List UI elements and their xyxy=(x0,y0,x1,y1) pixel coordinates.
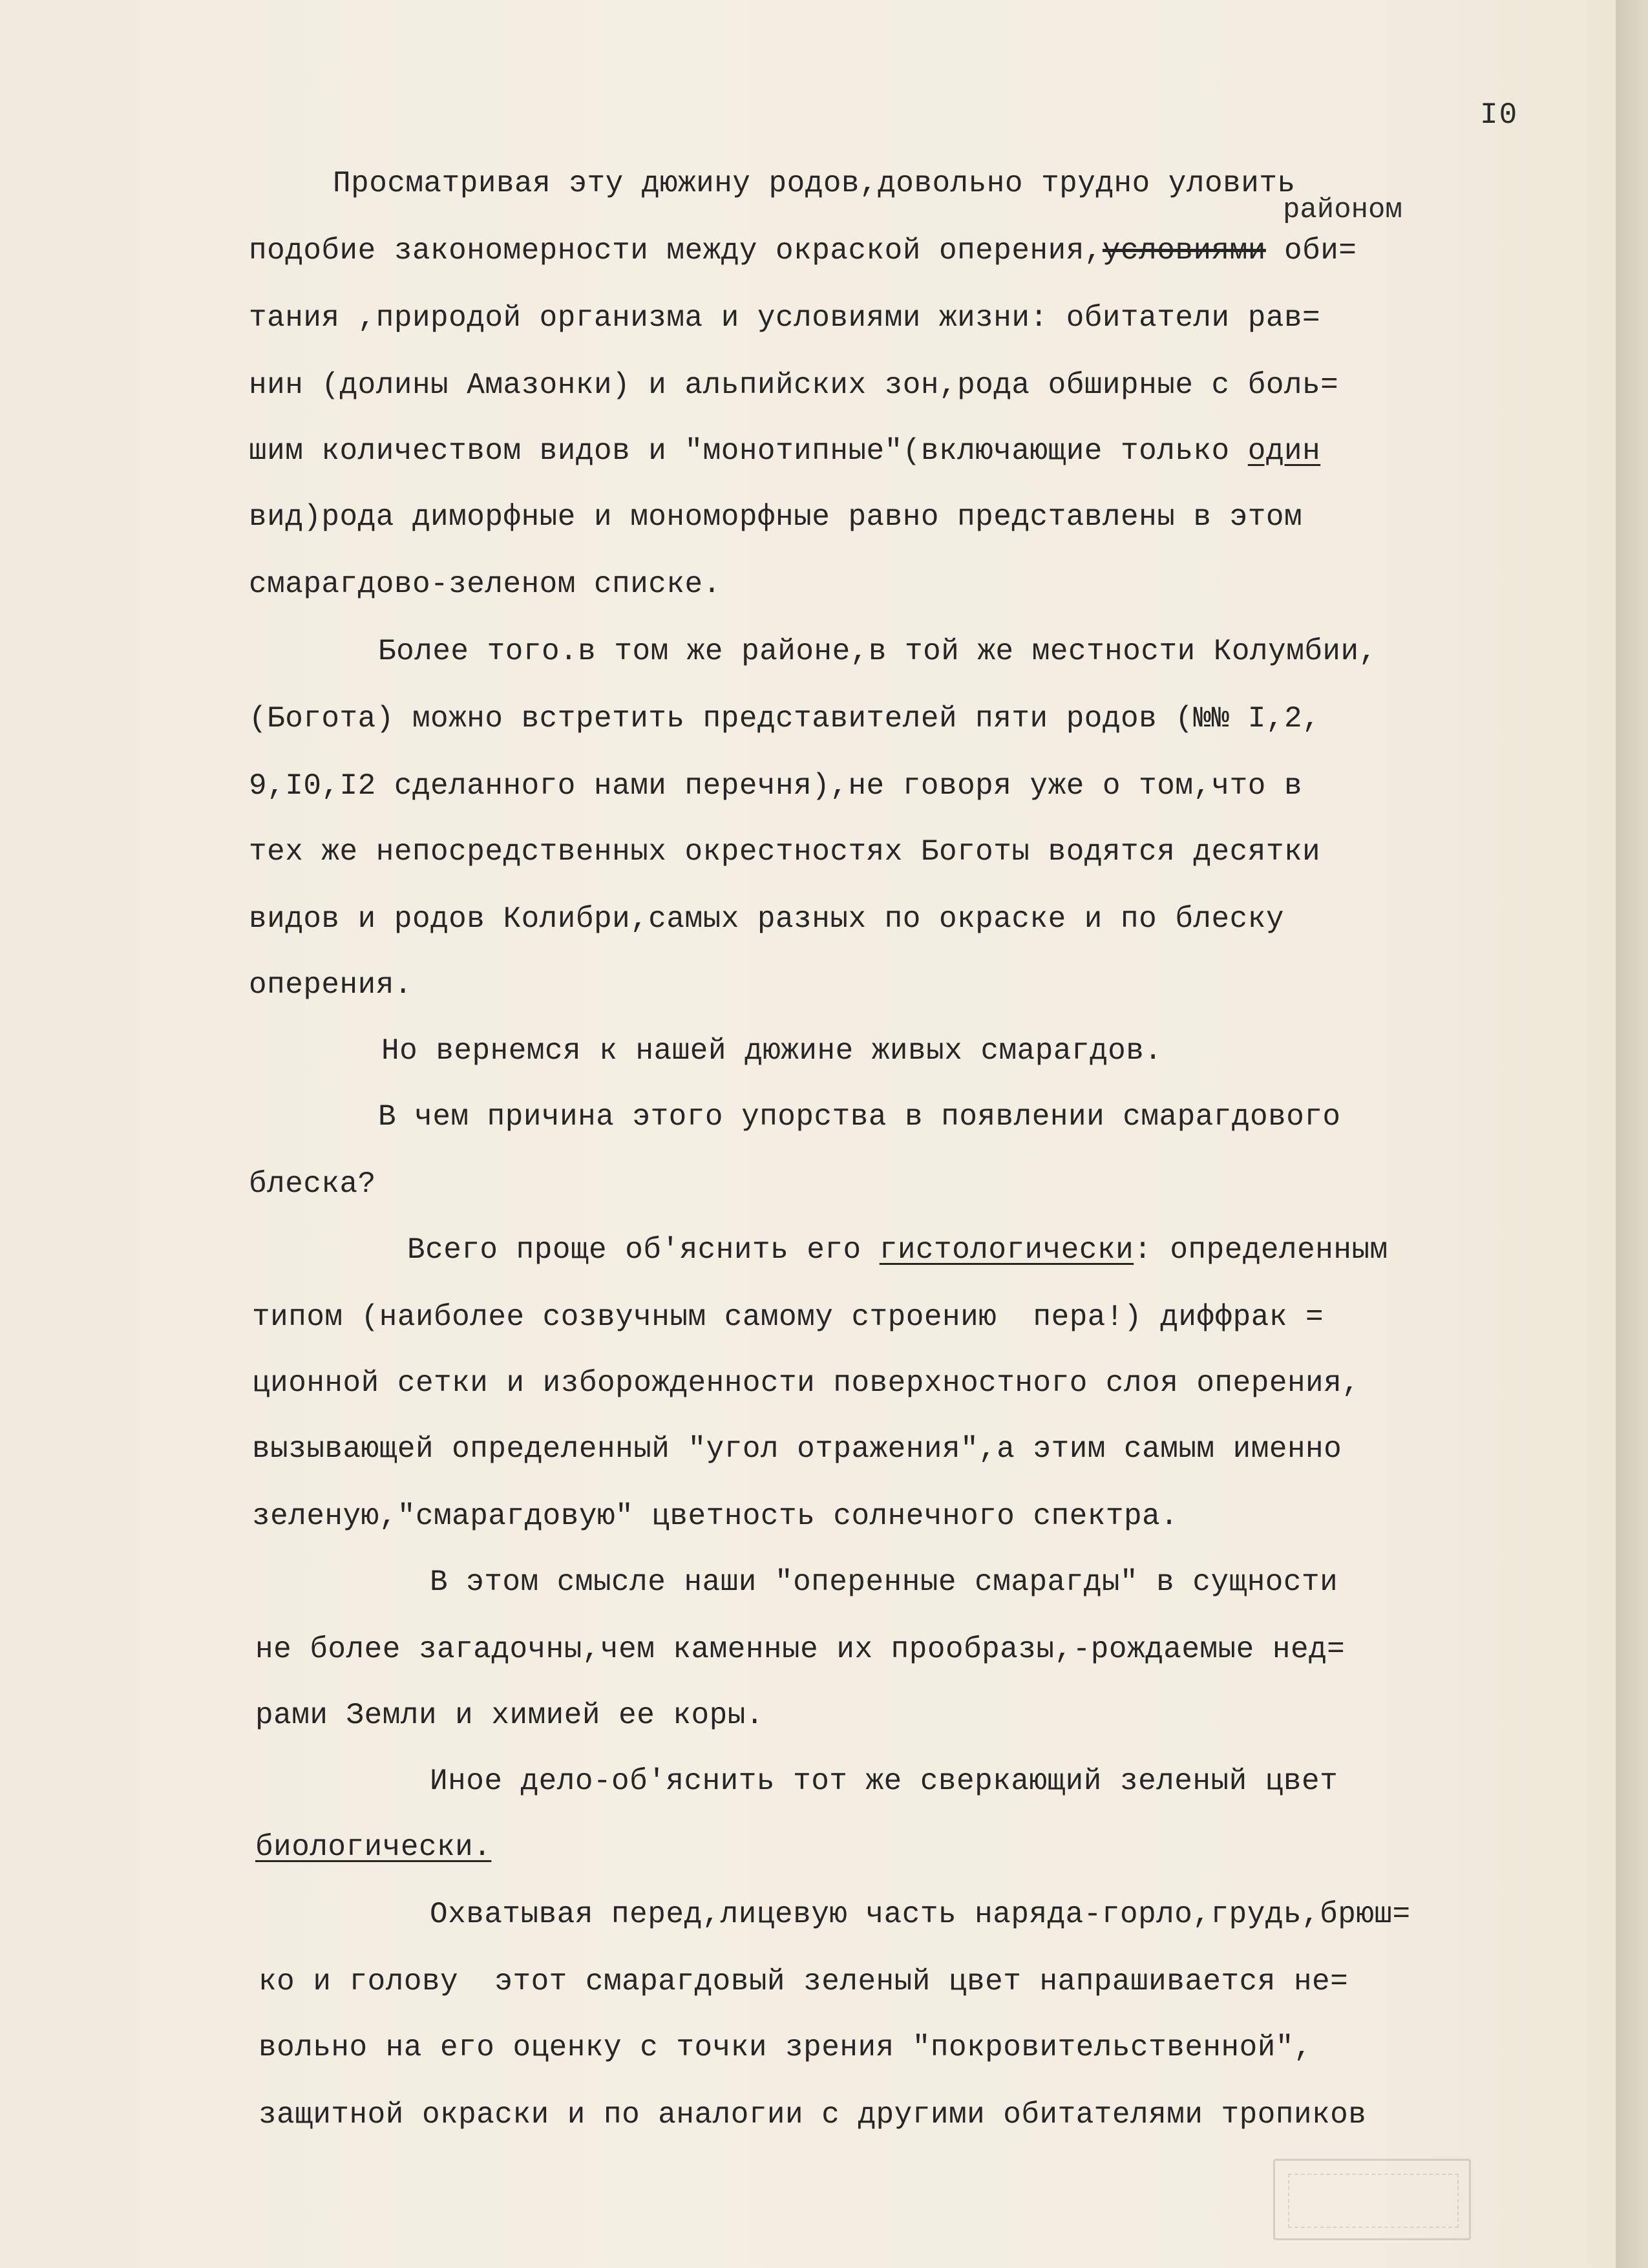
text-line-20: вызывающей определенный "угол отражения",а этим самым именно xyxy=(252,1432,1342,1466)
text-line-15: В чем причина этого упорства в появлении смарагдового xyxy=(378,1100,1341,1134)
text-line-24: рами Земли и химией ее коры. xyxy=(255,1699,764,1732)
text-segment: шим количеством видов и "монотипные"(включающие только xyxy=(249,434,1248,468)
text-line-18: типом (наиболее созвучным самому строению пера!) диффрак = xyxy=(252,1300,1324,1334)
text-line-29: вольно на его оценку с точки зрения "покровительственной", xyxy=(259,2031,1313,2064)
text-line-14: Но вернемся к нашей дюжине живых смарагдов. xyxy=(381,1034,1163,1068)
scanner-background xyxy=(1616,0,1648,2268)
text-line-27: Охватывая перед,лицевую часть наряда-горло,грудь,брюш= xyxy=(430,1898,1411,1931)
handwritten-insertion: районом xyxy=(1283,194,1402,226)
text-line-19: ционной сетки и изборожденности поверхностного слоя оперения, xyxy=(252,1366,1360,1400)
text-line-13: оперения. xyxy=(249,968,412,1002)
text-line-25: Иное дело-об'яснить тот же сверкающий зеленый цвет xyxy=(430,1765,1338,1798)
underlined-word: один xyxy=(1247,434,1321,468)
struck-word: условиями xyxy=(1102,234,1266,268)
text-line-3: тания ,природой организма и условиями жизни: обитатели рав= xyxy=(249,301,1321,335)
text-line-16: блеска? xyxy=(249,1167,376,1201)
text-line-10: 9,I0,I2 сделанного нами перечня),не говоря уже о том,что в xyxy=(249,769,1303,803)
text-line-23: не более загадочны,чем каменные их прообразы,-рождаемые нед= xyxy=(255,1633,1346,1666)
page-number: I0 xyxy=(1480,98,1519,132)
text-segment: подобие закономерности между окраской оперения, xyxy=(249,234,1103,268)
text-line-4: нин (долины Амазонки) и альпийских зон,рода обширные с боль= xyxy=(249,368,1339,402)
faint-stamp-inner xyxy=(1288,2174,1459,2228)
text-segment: Всего проще об'яснить его xyxy=(407,1233,880,1267)
text-line-6: вид)рода диморфные и мономорфные равно представлены в этом xyxy=(249,500,1303,534)
text-line-2 xyxy=(249,234,1357,268)
text-line-26 xyxy=(255,1830,491,1864)
text-line-28: ко и голову этот смарагдовый зеленый цвет напрашивается не= xyxy=(259,1965,1349,1998)
text-line-12: видов и родов Колибри,самых разных по окраске и по блеску xyxy=(249,902,1284,936)
text-line-5 xyxy=(249,434,1320,468)
text-line-22: В этом смысле наши "оперенные смарагды" в сущности xyxy=(430,1565,1338,1599)
text-segment: оби= xyxy=(1265,234,1357,268)
text-line-8: Более того.в том же районе,в той же местности Колумбии, xyxy=(378,635,1377,668)
underlined-word: биологически. xyxy=(255,1830,492,1864)
faint-stamp-mark xyxy=(1273,2159,1471,2240)
underlined-word: гистологически xyxy=(879,1233,1134,1267)
text-line-7: смарагдово-зеленом списке. xyxy=(249,567,721,601)
text-line-30: защитной окраски и по аналогии с другими обитателями тропиков xyxy=(259,2098,1367,2132)
text-line-17 xyxy=(407,1233,1388,1267)
text-segment: : определенным xyxy=(1134,1233,1388,1267)
text-line-11: тех же непосредственных окрестностях Боготы водятся десятки xyxy=(249,835,1321,869)
text-line-1: Просматривая эту дюжину родов,довольно трудно уловить xyxy=(333,167,1296,200)
text-line-9: (Богота) можно встретить представителей пяти родов (№№ I,2, xyxy=(249,702,1321,736)
text-line-21: зеленую,"смарагдовую" цветность солнечного спектра. xyxy=(252,1500,1179,1533)
